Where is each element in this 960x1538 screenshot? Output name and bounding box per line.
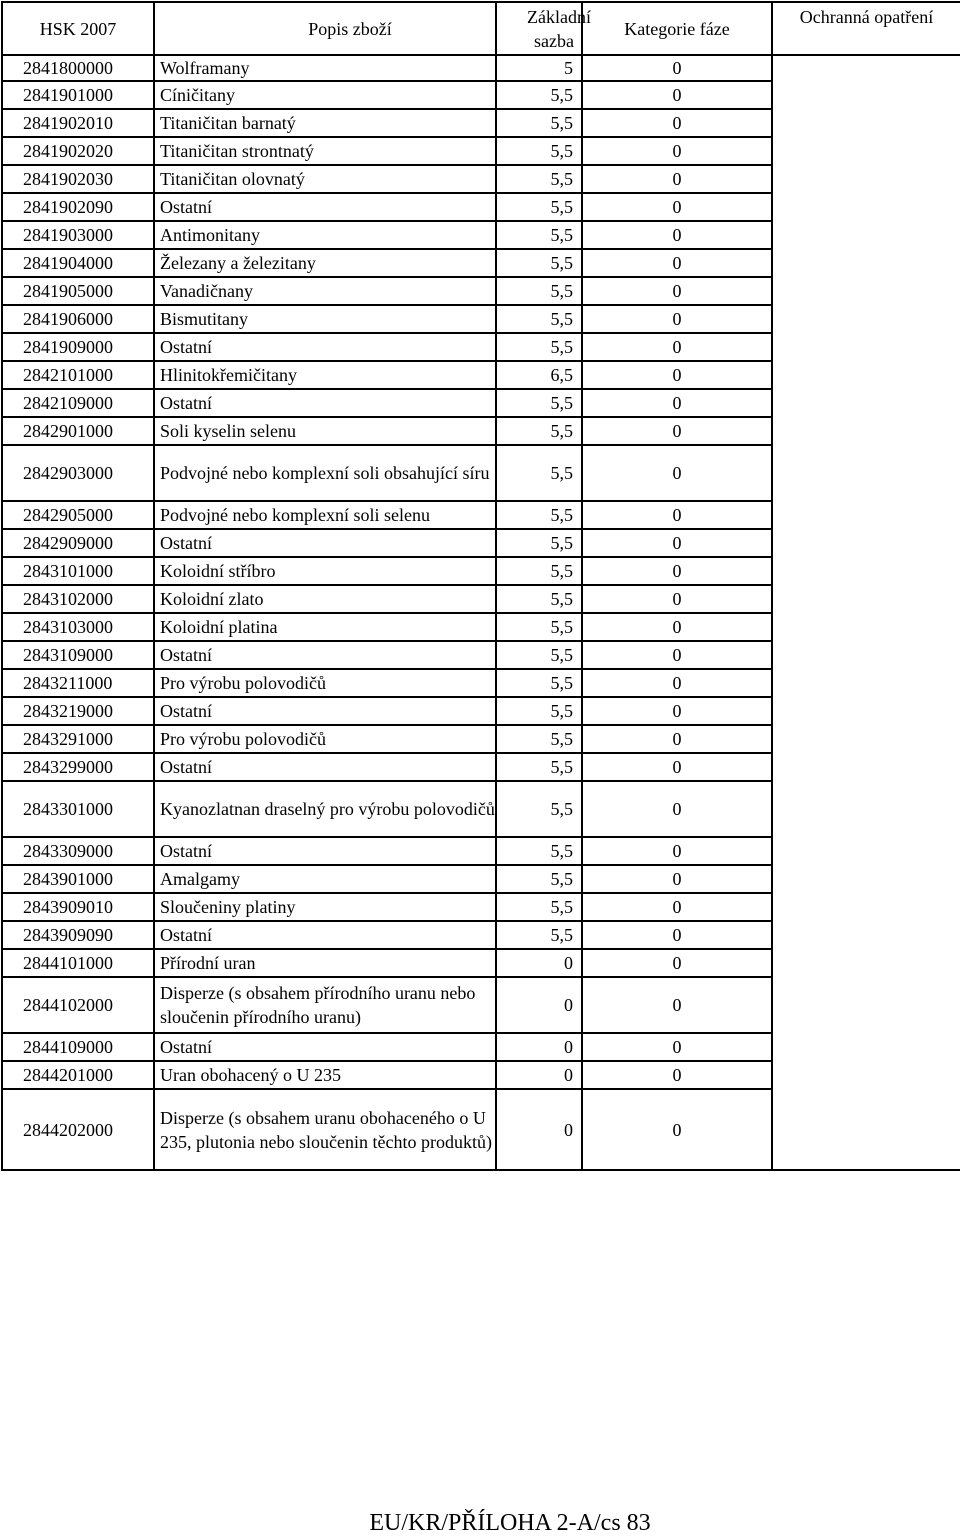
category-cell: 0	[582, 697, 772, 725]
description-cell: Ostatní	[154, 1033, 496, 1061]
category-cell: 0	[582, 1033, 772, 1061]
category-cell: 0	[582, 585, 772, 613]
description-cell: Disperze (s obsahem přírodního uranu nebo sloučenin přírodního uranu)	[154, 977, 496, 1033]
code-cell: 2844102000	[2, 977, 154, 1033]
description-cell: Sloučeniny platiny	[154, 893, 496, 921]
protection-cell	[772, 81, 960, 109]
category-cell: 0	[582, 1061, 772, 1089]
code-cell: 2843301000	[2, 781, 154, 837]
code-cell: 2841906000	[2, 305, 154, 333]
protection-cell	[772, 361, 960, 389]
protection-cell	[772, 109, 960, 137]
base-rate-cell: 5,5	[496, 837, 582, 865]
code-cell: 2843101000	[2, 557, 154, 585]
code-cell: 2842903000	[2, 445, 154, 501]
table-row	[2, 55, 960, 81]
protection-cell	[772, 193, 960, 221]
column-header-protection: Ochranná opatření	[772, 2, 960, 55]
description-cell: Ostatní	[154, 529, 496, 557]
protection-cell	[772, 865, 960, 893]
code-cell: 2841902010	[2, 109, 154, 137]
category-cell: 0	[582, 333, 772, 361]
base-rate-cell: 6,5	[496, 361, 582, 389]
protection-cell	[772, 669, 960, 697]
column-header-base-rate: Základní sazba	[496, 2, 582, 55]
protection-cell	[772, 137, 960, 165]
description-cell: Ostatní	[154, 641, 496, 669]
table-row	[2, 977, 960, 1033]
description-cell: Ostatní	[154, 389, 496, 417]
protection-cell	[772, 697, 960, 725]
code-cell: 2842109000	[2, 389, 154, 417]
description-cell: Vanadičnany	[154, 277, 496, 305]
description-cell: Kyanozlatnan draselný pro výrobu polovodičů	[154, 781, 496, 837]
protection-cell	[772, 977, 960, 1033]
table-row	[2, 305, 960, 333]
protection-cell	[772, 557, 960, 585]
category-cell: 0	[582, 417, 772, 445]
code-cell: 2841903000	[2, 221, 154, 249]
base-rate-cell: 5,5	[496, 613, 582, 641]
protection-cell	[772, 333, 960, 361]
code-cell: 2844101000	[2, 949, 154, 977]
base-rate-cell: 5	[496, 55, 582, 81]
description-cell: Ostatní	[154, 921, 496, 949]
description-cell: Wolframany	[154, 55, 496, 81]
protection-cell	[772, 1061, 960, 1089]
table-row	[2, 557, 960, 585]
code-cell: 2841905000	[2, 277, 154, 305]
category-cell: 0	[582, 977, 772, 1033]
base-rate-cell: 5,5	[496, 585, 582, 613]
code-cell: 2844109000	[2, 1033, 154, 1061]
table-row	[2, 445, 960, 501]
table-row	[2, 949, 960, 977]
category-cell: 0	[582, 165, 772, 193]
protection-cell	[772, 725, 960, 753]
base-rate-cell: 5,5	[496, 277, 582, 305]
table-row	[2, 1061, 960, 1089]
base-rate-cell: 5,5	[496, 865, 582, 893]
description-cell: Ostatní	[154, 753, 496, 781]
base-rate-cell: 5,5	[496, 753, 582, 781]
code-cell: 2841800000	[2, 55, 154, 81]
category-cell: 0	[582, 893, 772, 921]
code-cell: 2843309000	[2, 837, 154, 865]
protection-cell	[772, 921, 960, 949]
table-row	[2, 837, 960, 865]
category-cell: 0	[582, 137, 772, 165]
category-cell: 0	[582, 725, 772, 753]
category-cell: 0	[582, 221, 772, 249]
code-cell: 2842905000	[2, 501, 154, 529]
description-cell: Uran obohacený o U 235	[154, 1061, 496, 1089]
table-row	[2, 109, 960, 137]
base-rate-cell: 5,5	[496, 641, 582, 669]
description-cell: Podvojné nebo komplexní soli obsahující síru	[154, 445, 496, 501]
category-cell: 0	[582, 361, 772, 389]
protection-cell	[772, 221, 960, 249]
description-cell: Hlinitokřemičitany	[154, 361, 496, 389]
table-row	[2, 417, 960, 445]
category-cell: 0	[582, 1089, 772, 1170]
base-rate-cell: 5,5	[496, 109, 582, 137]
base-rate-cell: 5,5	[496, 501, 582, 529]
base-rate-cell: 5,5	[496, 417, 582, 445]
category-cell: 0	[582, 669, 772, 697]
protection-cell	[772, 501, 960, 529]
table-header	[2, 2, 960, 55]
table-row	[2, 669, 960, 697]
table-row	[2, 921, 960, 949]
description-cell: Ostatní	[154, 333, 496, 361]
description-cell: Disperze (s obsahem uranu obohaceného o U 235, plutonia nebo sloučenin těchto produktů)	[154, 1089, 496, 1170]
protection-cell	[772, 417, 960, 445]
protection-cell	[772, 837, 960, 865]
base-rate-cell: 5,5	[496, 305, 582, 333]
code-cell: 2842909000	[2, 529, 154, 557]
table-row	[2, 501, 960, 529]
category-cell: 0	[582, 277, 772, 305]
tariff-table	[1, 1, 960, 1171]
code-cell: 2842901000	[2, 417, 154, 445]
protection-cell	[772, 249, 960, 277]
description-cell: Titaničitan barnatý	[154, 109, 496, 137]
category-cell: 0	[582, 305, 772, 333]
table-row	[2, 1033, 960, 1061]
code-cell: 2844201000	[2, 1061, 154, 1089]
category-cell: 0	[582, 445, 772, 501]
category-cell: 0	[582, 389, 772, 417]
code-cell: 2843109000	[2, 641, 154, 669]
table-row	[2, 249, 960, 277]
column-header-code: HSK 2007	[2, 2, 154, 55]
code-cell: 2843211000	[2, 669, 154, 697]
table-row	[2, 277, 960, 305]
base-rate-cell: 0	[496, 949, 582, 977]
base-rate-cell: 5,5	[496, 557, 582, 585]
protection-cell	[772, 949, 960, 977]
base-rate-cell: 5,5	[496, 921, 582, 949]
description-cell: Pro výrobu polovodičů	[154, 725, 496, 753]
protection-cell	[772, 55, 960, 81]
table-row	[2, 585, 960, 613]
table-row	[2, 193, 960, 221]
table-row	[2, 781, 960, 837]
category-cell: 0	[582, 501, 772, 529]
code-cell: 2841904000	[2, 249, 154, 277]
code-cell: 2843299000	[2, 753, 154, 781]
code-cell: 2841902090	[2, 193, 154, 221]
description-cell: Ostatní	[154, 837, 496, 865]
protection-cell	[772, 613, 960, 641]
code-cell: 2841902020	[2, 137, 154, 165]
code-cell: 2842101000	[2, 361, 154, 389]
table-row	[2, 893, 960, 921]
description-cell: Koloidní platina	[154, 613, 496, 641]
code-cell: 2841901000	[2, 81, 154, 109]
page-footer: EU/KR/PŘÍLOHA 2-A/cs 83	[369, 1510, 651, 1536]
table-row	[2, 333, 960, 361]
table-row	[2, 529, 960, 557]
code-cell: 2843219000	[2, 697, 154, 725]
code-cell: 2843909010	[2, 893, 154, 921]
code-cell: 2843901000	[2, 865, 154, 893]
code-cell: 2843291000	[2, 725, 154, 753]
protection-cell	[772, 1033, 960, 1061]
category-cell: 0	[582, 81, 772, 109]
description-cell: Podvojné nebo komplexní soli selenu	[154, 501, 496, 529]
base-rate-cell: 5,5	[496, 529, 582, 557]
category-cell: 0	[582, 949, 772, 977]
category-cell: 0	[582, 613, 772, 641]
description-cell: Soli kyselin selenu	[154, 417, 496, 445]
description-cell: Antimonitany	[154, 221, 496, 249]
category-cell: 0	[582, 641, 772, 669]
description-cell: Cíničitany	[154, 81, 496, 109]
protection-cell	[772, 1089, 960, 1170]
protection-cell	[772, 305, 960, 333]
base-rate-cell: 5,5	[496, 193, 582, 221]
base-rate-cell: 5,5	[496, 249, 582, 277]
category-cell: 0	[582, 865, 772, 893]
base-rate-cell: 5,5	[496, 333, 582, 361]
base-rate-cell: 5,5	[496, 725, 582, 753]
table-row	[2, 389, 960, 417]
description-cell: Ostatní	[154, 193, 496, 221]
protection-cell	[772, 277, 960, 305]
table-row	[2, 865, 960, 893]
base-rate-cell: 0	[496, 1089, 582, 1170]
description-cell: Amalgamy	[154, 865, 496, 893]
description-cell: Koloidní zlato	[154, 585, 496, 613]
category-cell: 0	[582, 557, 772, 585]
table-row	[2, 165, 960, 193]
base-rate-cell: 5,5	[496, 389, 582, 417]
code-cell: 2841902030	[2, 165, 154, 193]
category-cell: 0	[582, 921, 772, 949]
description-cell: Koloidní stříbro	[154, 557, 496, 585]
base-rate-cell: 5,5	[496, 81, 582, 109]
code-cell: 2843102000	[2, 585, 154, 613]
description-cell: Ostatní	[154, 697, 496, 725]
base-rate-cell: 0	[496, 1061, 582, 1089]
column-header-category: Kategorie fáze	[582, 2, 772, 55]
base-rate-cell: 0	[496, 1033, 582, 1061]
description-cell: Bismutitany	[154, 305, 496, 333]
description-cell: Pro výrobu polovodičů	[154, 669, 496, 697]
category-cell: 0	[582, 529, 772, 557]
code-cell: 2841909000	[2, 333, 154, 361]
table-row	[2, 641, 960, 669]
base-rate-cell: 5,5	[496, 137, 582, 165]
column-header-description: Popis zboží	[154, 2, 496, 55]
protection-cell	[772, 445, 960, 501]
category-cell: 0	[582, 249, 772, 277]
base-rate-cell: 5,5	[496, 165, 582, 193]
table-row	[2, 221, 960, 249]
table-row	[2, 753, 960, 781]
protection-cell	[772, 165, 960, 193]
table-row	[2, 137, 960, 165]
table-row	[2, 613, 960, 641]
category-cell: 0	[582, 55, 772, 81]
table-row	[2, 1089, 960, 1170]
description-cell: Titaničitan olovnatý	[154, 165, 496, 193]
code-cell: 2844202000	[2, 1089, 154, 1170]
table-row	[2, 697, 960, 725]
base-rate-cell: 5,5	[496, 697, 582, 725]
category-cell: 0	[582, 837, 772, 865]
category-cell: 0	[582, 753, 772, 781]
protection-cell	[772, 585, 960, 613]
category-cell: 0	[582, 109, 772, 137]
code-cell: 2843909090	[2, 921, 154, 949]
category-cell: 0	[582, 781, 772, 837]
base-rate-cell: 5,5	[496, 445, 582, 501]
table-row	[2, 81, 960, 109]
description-cell: Železany a železitany	[154, 249, 496, 277]
base-rate-cell: 5,5	[496, 221, 582, 249]
protection-cell	[772, 893, 960, 921]
base-rate-cell: 5,5	[496, 893, 582, 921]
base-rate-cell: 5,5	[496, 781, 582, 837]
protection-cell	[772, 389, 960, 417]
protection-cell	[772, 781, 960, 837]
description-cell: Přírodní uran	[154, 949, 496, 977]
table-row	[2, 361, 960, 389]
protection-cell	[772, 641, 960, 669]
code-cell: 2843103000	[2, 613, 154, 641]
description-cell: Titaničitan strontnatý	[154, 137, 496, 165]
category-cell: 0	[582, 193, 772, 221]
base-rate-cell: 0	[496, 977, 582, 1033]
table-body	[2, 55, 960, 1170]
protection-cell	[772, 529, 960, 557]
protection-cell	[772, 753, 960, 781]
table-row	[2, 725, 960, 753]
base-rate-cell: 5,5	[496, 669, 582, 697]
